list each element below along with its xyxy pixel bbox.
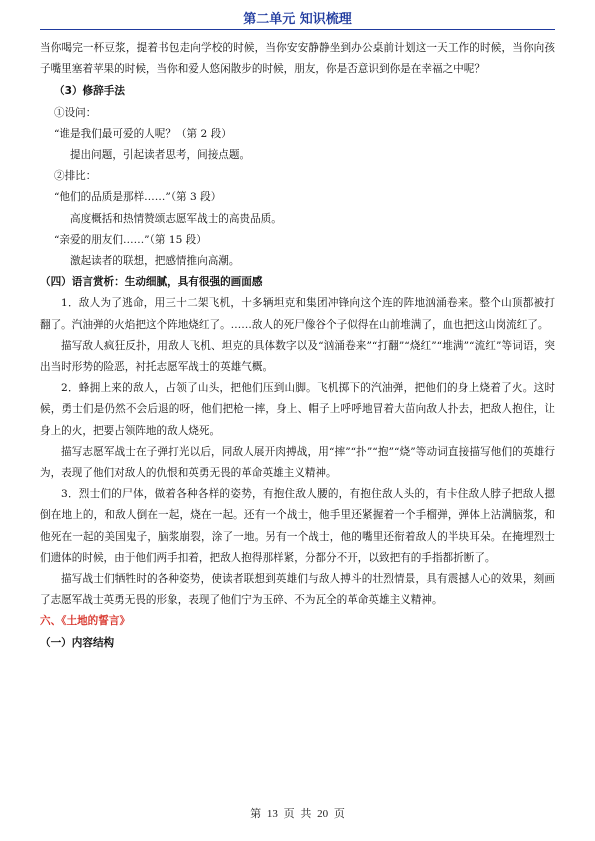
rhetoric-heading: （3）修辞手法 — [54, 85, 125, 98]
rhetoric-item2-label: ②排比： — [54, 170, 97, 183]
section4-analysis-2: 描写志愿军战士在子弹打光以后，同敌人展开肉搏战，用“摔”“扑”“抱”“烧”等动词直接描写他们的英雄行为，表现了他们对敌人的仇恨和英勇无畏的革命英雄主义精神。 — [40, 445, 555, 480]
rhetoric-item2-note2: 激起读者的联想，把感情推向高潮。 — [70, 255, 240, 268]
section4-analysis-1: 描写敌人疯狂反扑，用敌人飞机、坦克的具体数字以及“汹涌卷来”“打翻”“烧红”“堆满”“流红”等词语，突出当时形势的险恶，衬托志愿军战士的英雄气概。 — [40, 339, 555, 374]
section4-heading: （四）语言赏析：生动细腻，具有很强的画面感 — [40, 276, 263, 289]
rhetoric-item1-quote: “谁是我们最可爱的人呢？（第 2 段） — [54, 127, 232, 140]
intro-paragraph: 当你喝完一杯豆浆，提着书包走向学校的时候，当你安安静静坐到办公桌前计划这一天工作的时候，当你向孩子嘴里塞着苹果的时候，当你和爱人悠闲散步的时候，朋友，你是否意识到你是在幸福之中呢？ — [40, 42, 555, 76]
rhetoric-item1-label: ①设问： — [54, 106, 97, 119]
rhetoric-item1-note: 提出问题，引起读者思考，间接点题。 — [70, 149, 251, 162]
rhetoric-item2-quote2: “亲爱的朋友们……”（第 15 段） — [54, 233, 207, 246]
lesson6-heading: 六、《土地的誓言》 — [40, 615, 131, 628]
section4-paragraph-1: 1．敌人为了逃命，用三十二架飞机，十多辆坦克和集团冲锋向这个连的阵地汹涌卷来。整个山顶都被打翻了。汽油弹的火焰把这个阵地烧红了。……敌人的死尸像谷个子似得在山前堆满了，血也把这山岗流红了。 — [40, 297, 555, 331]
page-number: 第 13 页 共 20 页 — [250, 808, 345, 820]
lesson6-sub-heading: （一）内容结构 — [40, 636, 115, 649]
unit-title: 第二单元 知识梳理 — [243, 12, 352, 27]
section4-paragraph-3: 3．烈士们的尸体，做着各种各样的姿势，有抱住敌人腰的，有抱住敌人头的，有卡住敌人脖子把敌人摁倒在地上的，和敌人倒在一起，烧在一起。还有一个战士，他手里还紧握着一个手榴弹，弹体上沾满脑浆，和他死在一起的美国鬼子，脑浆崩裂，涂了一地。另有一个战士，他的嘴里还衔着敌人的半块耳朵。在掩埋烈士们遗体的时候，由于他们两手扣着，把敌人抱得那样紧，分都分不开，以致把有的手指都折断了。 — [40, 488, 555, 564]
document-body — [40, 38, 555, 654]
section4-analysis-3: 描写战士们牺牲时的各种姿势，使读者联想到英雄们与敌人搏斗的壮烈情景，具有震撼人心的效果，刻画了志愿军战士英勇无畏的形象，表现了他们宁为玉碎、不为瓦全的革命英雄主义精神。 — [40, 573, 555, 607]
page-header — [40, 8, 555, 29]
rhetoric-item2-note1: 高度概括和热情赞颂志愿军战士的高贵品质。 — [70, 212, 282, 225]
header-divider — [40, 29, 555, 30]
rhetoric-item2-quote1: “他们的品质是那样……”（第 3 段） — [54, 191, 222, 204]
section4-paragraph-2: 2．蜂拥上来的敌人，占领了山头，把他们压到山脚。飞机掷下的汽油弹，把他们的身上烧着了火。这时候，勇士们是仍然不会后退的呀，他们把枪一摔，身上、帽子上呼呼地冒着大苗向敌人扑去，把敌人抱住，让身上的火，把要占领阵地的敌人烧死。 — [40, 382, 555, 437]
